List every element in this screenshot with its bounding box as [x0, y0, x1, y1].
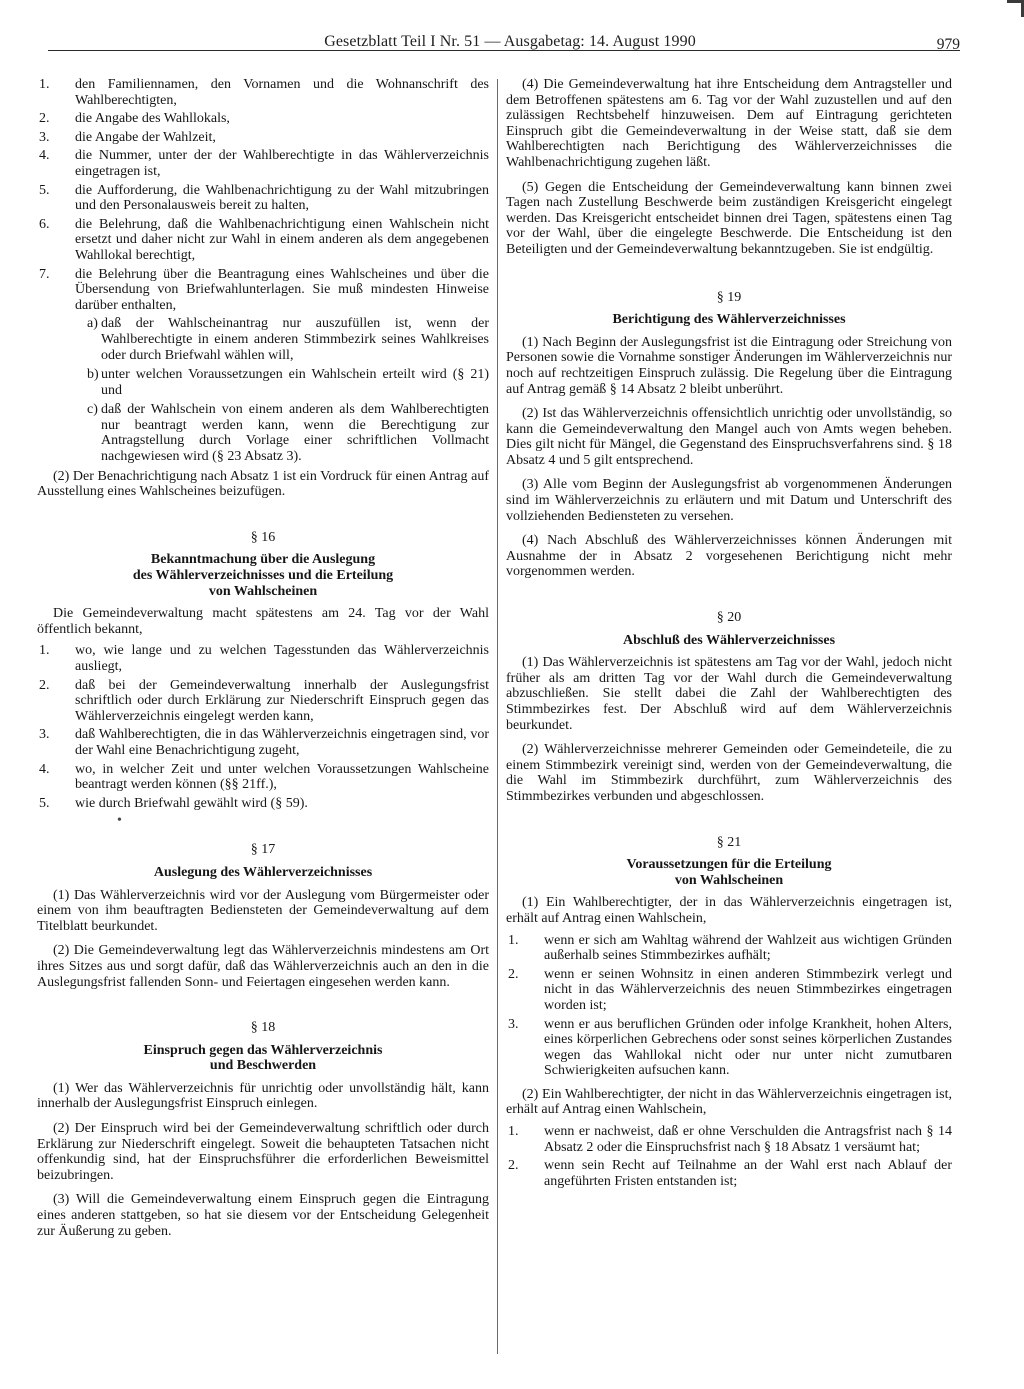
section-label: § 17: [250, 842, 276, 858]
paragraph: (1) Ein Wahlberechtigter, der in das Wählerverzeichnis eingetragen ist, erhält auf Antrag einen Wahlschein,: [506, 895, 952, 926]
item-text: den Familiennamen, den Vornamen und die Wohnanschrift des Wahlberechtigten,: [75, 77, 489, 108]
stray-mark: •: [117, 813, 122, 829]
title-line: Einspruch gegen das Wählerverzeichnis: [143, 1042, 383, 1058]
list-item: [37, 762, 489, 793]
paragraph: (2) Ein Wahlberechtigter, der nicht in das Wählerverzeichnis eingetragen ist, erhält auf Antrag einen Wahlschein,: [506, 1086, 952, 1118]
item-number: 4.: [39, 148, 50, 164]
section-title: Berichtigung des Wählerverzeichnisses: [612, 312, 846, 328]
list-item: [506, 1158, 952, 1189]
item-number: 1.: [39, 643, 50, 659]
item-number: 3.: [508, 1016, 519, 1032]
item-text: wenn er seinen Wohnsitz in einen anderen Stimmbezirk verlegt und nicht in das Wählerverzeichnis des neuen Stimmbezirkes eingetragen worden ist;: [544, 966, 952, 1013]
item-text: wenn er nachweist, daß er ohne Verschulden die Antragsfrist nach § 14 Absatz 2 oder die Einspruchsfrist nach § 18 Absatz 1 versäumt hat;: [544, 1124, 952, 1155]
header-rule: [48, 50, 960, 51]
section-18-heading: [37, 1020, 489, 1074]
item-text: daß bei der Gemeindeverwaltung innerhalb der Auslegungsfrist schriftlich oder durch Erklärung zur Niederschrift Einspruch gegen das Wählerverzeichnis eingelegt werden kann,: [75, 677, 489, 724]
paragraph: (1) Nach Beginn der Auslegungsfrist ist die Eintragung oder Streichung von Personen sowie die Vornahme sonstiger Änderungen im Wählerverzeichnis nur noch auf rechtzeitigen Einspruch zulässig. Die Regelung über die Eintragung auf Antrag gemäß § 14 Absatz 2 bleibt unberührt.: [506, 334, 952, 397]
paragraph: (2) Ist das Wählerverzeichnis offensichtlich unrichtig oder unvollständig, so kann die Gemeindeverwaltung den Mangel auch von Amts wegen beheben. Dies gilt nicht für Mängel, die Gegenstand des Einspruchsverfahrens sind. § 18 Absatz 4 und 5 gilt entsprechend.: [506, 406, 952, 468]
item-text: die Aufforderung, die Wahlbenachrichtigung zu der Wahl mitzubringen und den Personalausweis bereit zu halten,: [75, 182, 489, 214]
paragraph: (2) Der Benachrichtigung nach Absatz 1 ist ein Vordruck für einen Antrag auf Ausstellung eines Wahlscheines beizufügen.: [37, 468, 489, 500]
paragraph: (4) Nach Abschluß des Wählerverzeichnisses können Änderungen mit Ausnahme der in Absatz 2 vorgesehenen Berichtigung nicht mehr vorgenommen werden.: [506, 533, 952, 580]
item-number: 3.: [39, 129, 50, 145]
item-number: 6.: [39, 216, 50, 232]
item-number: 1.: [508, 1124, 519, 1140]
page-number: 979: [936, 36, 960, 53]
item-number: 5.: [39, 795, 50, 811]
section-title: [37, 552, 489, 599]
section-title: [506, 857, 952, 888]
list-item: [37, 217, 489, 264]
page-corner-mark: [1007, 0, 1024, 17]
item-text: die Angabe der Wahlzeit,: [75, 129, 216, 145]
column-divider: [497, 79, 498, 1354]
item-number: 1.: [508, 932, 519, 948]
sub-item-text: daß der Wahlscheinantrag nur auszufüllen ist, wenn der Wahlberechtigte in einem anderen Stimmbezirk seines Wahlkreises oder durch Briefwahl wählen will,: [101, 316, 489, 363]
section-21-heading: [506, 835, 952, 889]
section-label: § 18: [250, 1020, 276, 1036]
list-item: [37, 77, 489, 108]
list-item: [506, 1124, 952, 1155]
item-number: 2.: [508, 1158, 519, 1174]
item-number: 2.: [508, 966, 519, 982]
sub-item-text: unter welchen Voraussetzungen ein Wahlschein erteilt wird (§ 21) und: [101, 367, 489, 398]
item-text: wenn sein Recht auf Teilnahme an der Wahl erst nach Ablauf der angeführten Fristen entstanden ist;: [544, 1158, 952, 1189]
section-20-heading: [506, 610, 952, 648]
right-column: [506, 77, 952, 1192]
sub-item: [37, 367, 489, 398]
list-item: [37, 678, 489, 725]
section-label: § 16: [250, 529, 276, 545]
section-title: Abschluß des Wählerverzeichnisses: [622, 632, 836, 648]
item-text: die Belehrung, daß die Wahlbenachrichtigung einen Wahlschein nicht ersetzt und daher nicht zur Wahl in einem anderen als dem angegebenen Wahllokal berechtigt,: [75, 216, 489, 263]
item-number: 4.: [39, 761, 50, 777]
page-header: [60, 32, 960, 52]
section-label: § 19: [716, 289, 742, 305]
sub-item-letter: a): [87, 316, 98, 332]
section-title: Auslegung des Wählerverzeichnisses: [153, 864, 373, 880]
list-item: [37, 183, 489, 214]
title-line: und Beschwerden: [209, 1058, 317, 1074]
item-text: die Nummer, unter der der Wahlberechtigte in das Wählerverzeichnis eingetragen ist,: [75, 148, 489, 179]
item-text: wie durch Briefwahl gewählt wird (§ 59).: [75, 795, 308, 811]
item-text: die Angabe des Wahllokals,: [75, 111, 230, 127]
item-text: daß Wahlberechtigten, die in das Wählerverzeichnis eingetragen sind, vor der Wahl eine Benachrichtigung zugeht,: [75, 727, 489, 758]
sub-item-letter: b): [87, 367, 99, 383]
item-number: 3.: [39, 727, 50, 743]
section-17-heading: [37, 842, 489, 880]
list-item: [37, 148, 489, 179]
list-item: [506, 1017, 952, 1079]
list-item: [37, 130, 489, 146]
section-label: § 21: [716, 834, 742, 850]
item-text: wenn er sich am Wahltag während der Wahlzeit aus wichtigen Gründen außerhalb seines Stimmbezirkes aufhält;: [544, 932, 952, 964]
section-label: § 20: [716, 610, 742, 626]
list-item: [37, 267, 489, 314]
list-item: [37, 796, 489, 812]
title-line: von Wahlscheinen: [674, 872, 784, 888]
title-line: des Wählerverzeichnisses und die Erteilung: [132, 568, 394, 584]
sub-item: [37, 316, 489, 363]
item-number: 1.: [39, 77, 50, 92]
list-item: [37, 643, 489, 674]
paragraph: (1) Das Wählerverzeichnis wird vor der Auslegung vom Bürgermeister oder einem von ihm beauftragten Bediensteten der Gemeindeverwaltung auf dem Titelblatt beurkundet.: [37, 887, 489, 934]
left-column: [37, 77, 489, 1248]
item-text: wo, in welcher Zeit und unter welchen Voraussetzungen Wahlscheine beantragt werden können (§§ 21ff.),: [75, 761, 489, 793]
section-16-heading: [37, 530, 489, 599]
item-number: 2.: [39, 677, 50, 693]
list-item: [37, 727, 489, 758]
paragraph: (1) Das Wählerverzeichnis ist spätestens am Tag vor der Wahl, jedoch nicht früher als am dritten Tag vor der Wahl durch die Gemeindeverwaltung abzuschließen. Sie stellt dabei die Zahl der Wahlberechtigten des Stimmbezirkes fest. Der Abschluß wird auf dem Wählerverzeichnis beurkundet.: [506, 655, 952, 733]
item-number: 7.: [39, 266, 50, 282]
paragraph: (1) Wer das Wählerverzeichnis für unrichtig oder unvollständig hält, kann innerhalb der Auslegungsfrist Einspruch einlegen.: [37, 1080, 489, 1112]
title-line: Voraussetzungen für die Erteilung: [626, 857, 832, 873]
section-title: [37, 1043, 489, 1074]
item-text: wo, wie lange und zu welchen Tagesstunden das Wählerverzeichnis ausliegt,: [75, 643, 489, 674]
list-item: [506, 967, 952, 1014]
sub-item-text: daß der Wahlschein von einem anderen als dem Wahlberechtigten nur beantragt werden kann, wenn die Berechtigung zur Antragstellung durch Vorlage einer schriftlichen Vollmacht nachgewiesen wird (§ 23 Absatz 3).: [101, 402, 489, 465]
item-number: 2.: [39, 111, 50, 127]
paragraph: Die Gemeindeverwaltung macht spätestens am 24. Tag vor der Wahl öffentlich bekannt,: [37, 606, 489, 637]
item-text: die Belehrung über die Beantragung eines Wahlscheines und über die Übersendung von Briefwahlunterlagen. Sie muß mindesten Hinweise darüber enthalten,: [75, 266, 489, 313]
item-number: 5.: [39, 182, 50, 198]
header-title: Gesetzblatt Teil I Nr. 51 — Ausgabetag: 14. August 1990: [324, 33, 696, 50]
title-line: von Wahlscheinen: [208, 583, 318, 599]
paragraph: (2) Der Einspruch wird bei der Gemeindeverwaltung schriftlich oder durch Erklärung zur Niederschrift eingelegt. Soweit die behaupteten Tatsachen nicht offenkundig sind, hat der Einspruchsführer die erforderlichen Beweismittel beizubringen.: [37, 1121, 489, 1183]
paragraph: (3) Will die Gemeindeverwaltung einem Einspruch gegen die Eintragung eines anderen stattgeben, so hat sie diesem vor der Entscheidung Gelegenheit zur Äußerung zu geben.: [37, 1192, 489, 1239]
sub-item-letter: c): [87, 402, 98, 418]
title-line: Bekanntmachung über die Auslegung: [150, 552, 376, 568]
section-19-heading: [506, 290, 952, 328]
list-item: [506, 933, 952, 964]
paragraph: (2) Wählerverzeichnisse mehrerer Gemeinden oder Gemeindeteile, die zu einem Stimmbezirk vereinigt sind, werden von der Gemeindeverwaltung, die die Wahl im Stimmbezirk durchführt, zum Wählerverzeichnis des Stimmbezirkes verbunden und abgeschlossen.: [506, 742, 952, 804]
paragraph: (5) Gegen die Entscheidung der Gemeindeverwaltung kann binnen zwei Tagen nach Zustellung Beschwerde beim zuständigen Kreisgericht eingelegt werden. Das Kreisgericht entscheidet binnen drei Tagen, spätestens einen Tag vor der Wahl, über die eingelegte Beschwerde. Die Entscheidung ist den Beteiligten und der Gemeindeverwaltung bekanntzugeben. Sie ist endgültig.: [506, 179, 952, 257]
paragraph: (3) Alle vom Beginn der Auslegungsfrist ab vorgenommenen Änderungen sind im Wählerverzeichnis zu erläutern und mit Datum und Unterschrift des vollziehenden Bediensteten zu versehen.: [506, 477, 952, 524]
item-text: wenn er aus beruflichen Gründen oder infolge Krankheit, hohen Alters, eines körperlichen Gebrechens oder sonst seines körperlichen Zustandes wegen das Wahllokal nicht oder nur unter nicht zumutbaren Schwierigkeiten aufsuchen kann.: [544, 1016, 952, 1079]
sub-item: [37, 402, 489, 464]
paragraph: (2) Die Gemeindeverwaltung legt das Wählerverzeichnis mindestens am Ort ihres Sitzes aus und sorgt dafür, daß das Wählerverzeichnis auch an den in die Auslegungsfrist fallenden Sonn- und Feiertagen eingesehen werden kann.: [37, 943, 489, 990]
paragraph: (4) Die Gemeindeverwaltung hat ihre Entscheidung dem Antragsteller und dem Betroffenen spätestens am 6. Tag vor der Wahl zuzustellen und auf den zulässigen Rechtsbehelf hinzuweisen. Dem auf Eintragung gerichteten Einspruch gibt die Gemeindeverwaltung in der Weise statt, daß sie dem Wahlberechtigten nach Berichtigung des Wählerverzeichnisses die Wahlbenachrichtigung zugehen läßt.: [506, 77, 952, 170]
list-item: [37, 111, 489, 127]
